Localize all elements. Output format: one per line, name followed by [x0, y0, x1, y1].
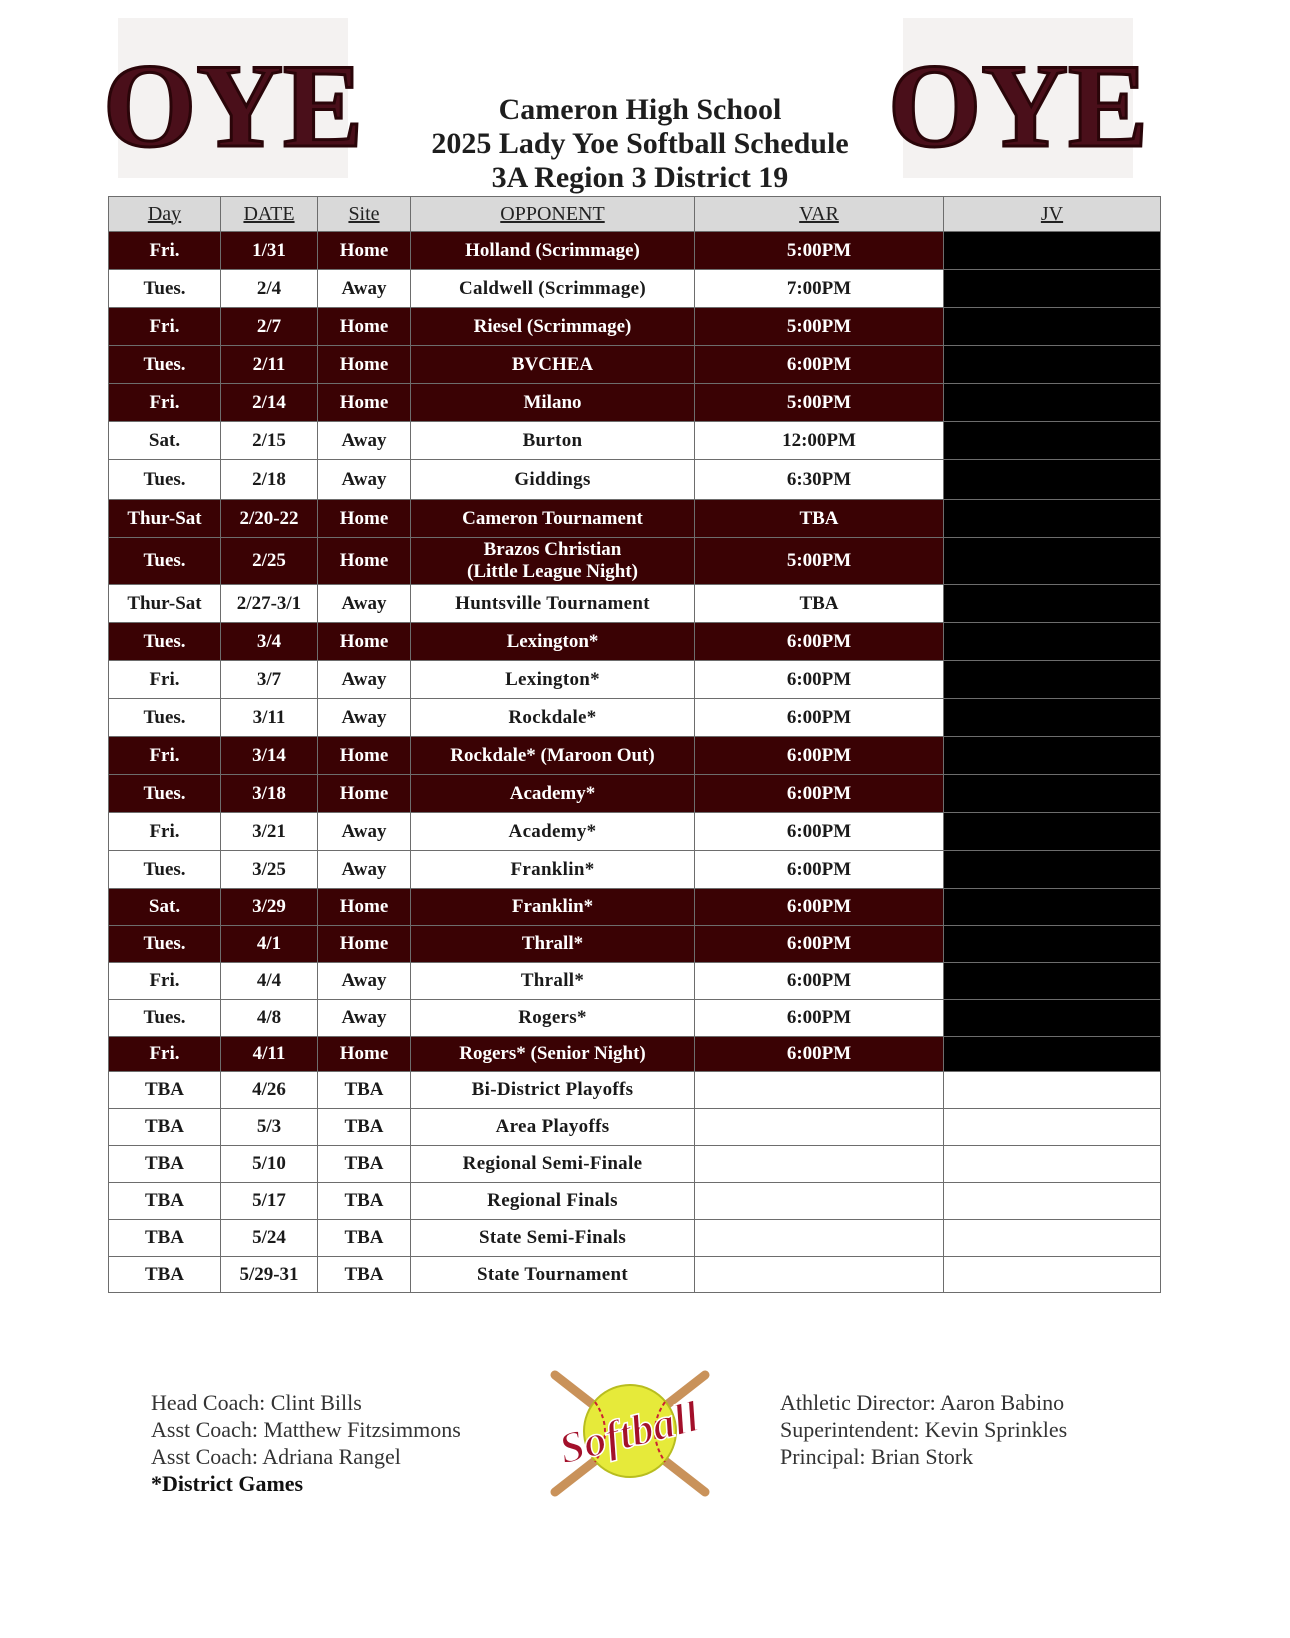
cell-var: TBA: [695, 585, 944, 623]
cell-site: TBA: [318, 1183, 411, 1220]
cell-opponent: Rogers*: [411, 1000, 695, 1037]
cell-jv: [944, 1146, 1161, 1183]
district-games-note: *District Games: [151, 1471, 304, 1496]
cell-opponent: Huntsville Tournament: [411, 585, 695, 623]
cell-opponent: State Semi-Finals: [411, 1220, 695, 1257]
cell-var: TBA: [695, 500, 944, 538]
cell-day: TBA: [109, 1257, 221, 1293]
cell-opponent: Milano: [411, 384, 695, 422]
oye-logo-left-letters: OYE: [102, 39, 364, 172]
oye-logo-right-graphic: [887, 18, 1149, 178]
cell-jv: [944, 851, 1161, 889]
cell-day: Tues.: [109, 775, 221, 813]
cell-opponent: Rockdale*: [411, 699, 695, 737]
table-row: [109, 460, 1161, 500]
cell-site: TBA: [318, 1257, 411, 1293]
table-header-row: [109, 197, 1161, 232]
header-jv: JV: [944, 197, 1161, 232]
cell-opponent: Lexington*: [411, 661, 695, 699]
cell-var: 6:00PM: [695, 661, 944, 699]
cell-date: 1/31: [221, 232, 318, 270]
cell-date: 5/10: [221, 1146, 318, 1183]
cell-day: TBA: [109, 1109, 221, 1146]
cell-jv: [944, 623, 1161, 661]
cell-day: Tues.: [109, 1000, 221, 1037]
cell-jv: [944, 308, 1161, 346]
schedule-body: [109, 232, 1161, 1293]
cell-opponent: Lexington*: [411, 623, 695, 661]
cell-opponent-line2: (Little League Night): [467, 561, 638, 582]
cell-opponent: [411, 538, 695, 585]
cell-jv: [944, 1183, 1161, 1220]
table-row: [109, 384, 1161, 422]
cell-day: Fri.: [109, 308, 221, 346]
cell-date: 4/11: [221, 1037, 318, 1072]
table-row: [109, 1257, 1161, 1293]
cell-var: [695, 1183, 944, 1220]
header-day: Day: [109, 197, 221, 232]
softball-logo: [535, 1367, 725, 1500]
cell-opponent: Thrall*: [411, 926, 695, 963]
cell-opponent: Caldwell (Scrimmage): [411, 270, 695, 308]
cell-opponent: Regional Semi-Finale: [411, 1146, 695, 1183]
cell-site: TBA: [318, 1109, 411, 1146]
cell-day: Fri.: [109, 737, 221, 775]
admin-info: [780, 1389, 1067, 1470]
cell-date: 5/29-31: [221, 1257, 318, 1293]
cell-jv: [944, 1000, 1161, 1037]
table-row: [109, 889, 1161, 926]
cell-site: Home: [318, 308, 411, 346]
cell-site: Home: [318, 775, 411, 813]
table-row: [109, 585, 1161, 623]
cell-var: 6:00PM: [695, 926, 944, 963]
cell-opponent: Burton: [411, 422, 695, 460]
cell-site: Away: [318, 422, 411, 460]
cell-day: Tues.: [109, 851, 221, 889]
header-var: VAR: [695, 197, 944, 232]
cell-var: 6:00PM: [695, 963, 944, 1000]
cell-site: Home: [318, 623, 411, 661]
cell-date: 2/4: [221, 270, 318, 308]
oye-logo-right-letters: OYE: [887, 39, 1149, 172]
cell-opponent: BVCHEA: [411, 346, 695, 384]
cell-var: [695, 1109, 944, 1146]
table-row: [109, 1183, 1161, 1220]
head-coach: Head Coach: Clint Bills: [151, 1390, 362, 1415]
cell-site: Away: [318, 851, 411, 889]
table-row: [109, 737, 1161, 775]
header-date: DATE: [221, 197, 318, 232]
cell-jv: [944, 737, 1161, 775]
cell-date: 4/1: [221, 926, 318, 963]
cell-date: 3/7: [221, 661, 318, 699]
table-row: [109, 500, 1161, 538]
cell-site: Home: [318, 500, 411, 538]
cell-site: TBA: [318, 1072, 411, 1109]
cell-date: 5/17: [221, 1183, 318, 1220]
cell-opponent: Franklin*: [411, 851, 695, 889]
cell-var: 6:00PM: [695, 699, 944, 737]
cell-day: Thur-Sat: [109, 585, 221, 623]
cell-opponent: Bi-District Playoffs: [411, 1072, 695, 1109]
cell-var: 6:00PM: [695, 889, 944, 926]
cell-opponent: Cameron Tournament: [411, 500, 695, 538]
district-name: 3A Region 3 District 19: [491, 161, 789, 194]
table-row: [109, 1220, 1161, 1257]
cell-site: TBA: [318, 1146, 411, 1183]
cell-jv: [944, 1072, 1161, 1109]
cell-day: TBA: [109, 1220, 221, 1257]
cell-opponent: Academy*: [411, 813, 695, 851]
cell-jv: [944, 270, 1161, 308]
cell-site: Home: [318, 737, 411, 775]
cell-site: TBA: [318, 1220, 411, 1257]
cell-site: Away: [318, 270, 411, 308]
school-name: Cameron High School: [498, 93, 782, 126]
cell-var: 6:00PM: [695, 737, 944, 775]
cell-var: 6:00PM: [695, 346, 944, 384]
table-row: [109, 1146, 1161, 1183]
cell-var: [695, 1257, 944, 1293]
cell-opponent: Rockdale* (Maroon Out): [411, 737, 695, 775]
softball-logo-graphic: [535, 1367, 725, 1500]
cell-site: Away: [318, 963, 411, 1000]
cell-var: [695, 1072, 944, 1109]
cell-var: 6:00PM: [695, 775, 944, 813]
cell-jv: [944, 1109, 1161, 1146]
cell-site: Away: [318, 1000, 411, 1037]
cell-site: Away: [318, 460, 411, 500]
cell-jv: [944, 926, 1161, 963]
cell-jv: [944, 1257, 1161, 1293]
cell-day: Tues.: [109, 699, 221, 737]
cell-opponent: Holland (Scrimmage): [411, 232, 695, 270]
cell-jv: [944, 775, 1161, 813]
cell-day: Fri.: [109, 384, 221, 422]
cell-site: Home: [318, 232, 411, 270]
cell-date: 2/14: [221, 384, 318, 422]
cell-date: 3/29: [221, 889, 318, 926]
cell-jv: [944, 500, 1161, 538]
cell-date: 2/18: [221, 460, 318, 500]
cell-jv: [944, 232, 1161, 270]
cell-jv: [944, 963, 1161, 1000]
cell-var: 5:00PM: [695, 384, 944, 422]
cell-site: Away: [318, 813, 411, 851]
cell-date: 2/11: [221, 346, 318, 384]
coaches-info: [151, 1389, 461, 1497]
table-row: [109, 963, 1161, 1000]
cell-date: 2/27-3/1: [221, 585, 318, 623]
cell-date: 3/4: [221, 623, 318, 661]
cell-jv: [944, 1037, 1161, 1072]
cell-opponent: State Tournament: [411, 1257, 695, 1293]
cell-jv: [944, 889, 1161, 926]
cell-site: Away: [318, 661, 411, 699]
asst-coach-2: Asst Coach: Adriana Rangel: [151, 1444, 401, 1469]
cell-var: 5:00PM: [695, 538, 944, 585]
table-row: [109, 308, 1161, 346]
cell-date: 2/20-22: [221, 500, 318, 538]
athletic-director: Athletic Director: Aaron Babino: [780, 1390, 1065, 1415]
cell-date: 5/24: [221, 1220, 318, 1257]
table-row: [109, 422, 1161, 460]
schedule-name: 2025 Lady Yoe Softball Schedule: [431, 127, 849, 160]
cell-opponent: Academy*: [411, 775, 695, 813]
cell-site: Home: [318, 926, 411, 963]
cell-opponent: Riesel (Scrimmage): [411, 308, 695, 346]
cell-var: [695, 1146, 944, 1183]
cell-day: Fri.: [109, 963, 221, 1000]
cell-date: 3/21: [221, 813, 318, 851]
cell-var: 6:00PM: [695, 623, 944, 661]
cell-jv: [944, 538, 1161, 585]
cell-site: Home: [318, 384, 411, 422]
cell-site: Away: [318, 699, 411, 737]
cell-opponent: Thrall*: [411, 963, 695, 1000]
cell-date: 3/18: [221, 775, 318, 813]
cell-opponent: Regional Finals: [411, 1183, 695, 1220]
cell-var: 6:00PM: [695, 813, 944, 851]
cell-var: 6:00PM: [695, 851, 944, 889]
table-row: [109, 926, 1161, 963]
table-row: [109, 661, 1161, 699]
cell-jv: [944, 422, 1161, 460]
cell-day: Sat.: [109, 889, 221, 926]
schedule-title: [345, 93, 935, 195]
cell-site: Home: [318, 889, 411, 926]
cell-date: 4/8: [221, 1000, 318, 1037]
cell-day: Tues.: [109, 460, 221, 500]
superintendent: Superintendent: Kevin Sprinkles: [780, 1417, 1068, 1442]
cell-opponent-line1: Brazos Christian: [483, 539, 622, 560]
cell-day: Fri.: [109, 813, 221, 851]
cell-date: 2/15: [221, 422, 318, 460]
cell-day: Fri.: [109, 1037, 221, 1072]
table-row: [109, 623, 1161, 661]
cell-day: Tues.: [109, 538, 221, 585]
cell-jv: [944, 813, 1161, 851]
oye-logo-right: [887, 18, 1149, 178]
cell-opponent: Area Playoffs: [411, 1109, 695, 1146]
cell-jv: [944, 585, 1161, 623]
cell-day: TBA: [109, 1183, 221, 1220]
table-row: [109, 775, 1161, 813]
cell-site: Away: [318, 585, 411, 623]
cell-opponent: Giddings: [411, 460, 695, 500]
table-row: [109, 346, 1161, 384]
header-opponent: OPPONENT: [411, 197, 695, 232]
cell-var: [695, 1220, 944, 1257]
oye-logo-left-graphic: [102, 18, 364, 178]
cell-jv: [944, 460, 1161, 500]
table-row: [109, 1037, 1161, 1072]
cell-var: 12:00PM: [695, 422, 944, 460]
cell-date: 3/14: [221, 737, 318, 775]
header-site: Site: [318, 197, 411, 232]
schedule-table: [108, 196, 1161, 1293]
cell-var: 6:00PM: [695, 1037, 944, 1072]
cell-jv: [944, 661, 1161, 699]
cell-date: 4/26: [221, 1072, 318, 1109]
cell-day: Fri.: [109, 661, 221, 699]
cell-jv: [944, 384, 1161, 422]
cell-day: Tues.: [109, 270, 221, 308]
cell-date: 4/4: [221, 963, 318, 1000]
cell-day: Fri.: [109, 232, 221, 270]
cell-date: 2/25: [221, 538, 318, 585]
cell-day: Tues.: [109, 926, 221, 963]
cell-date: 3/11: [221, 699, 318, 737]
cell-site: Home: [318, 538, 411, 585]
cell-day: Tues.: [109, 346, 221, 384]
cell-jv: [944, 699, 1161, 737]
table-row: [109, 1109, 1161, 1146]
cell-day: Thur-Sat: [109, 500, 221, 538]
cell-jv: [944, 346, 1161, 384]
table-row: [109, 851, 1161, 889]
table-row: [109, 1072, 1161, 1109]
table-row: [109, 813, 1161, 851]
cell-date: 3/25: [221, 851, 318, 889]
cell-var: 7:00PM: [695, 270, 944, 308]
cell-var: 5:00PM: [695, 308, 944, 346]
table-row: [109, 1000, 1161, 1037]
cell-day: TBA: [109, 1146, 221, 1183]
asst-coach-1: Asst Coach: Matthew Fitzsimmons: [151, 1417, 461, 1442]
cell-day: Tues.: [109, 623, 221, 661]
cell-opponent: Rogers* (Senior Night): [411, 1037, 695, 1072]
cell-day: Sat.: [109, 422, 221, 460]
cell-day: TBA: [109, 1072, 221, 1109]
cell-jv: [944, 1220, 1161, 1257]
cell-date: 2/7: [221, 308, 318, 346]
cell-var: 6:00PM: [695, 1000, 944, 1037]
table-row: [109, 699, 1161, 737]
table-row: [109, 232, 1161, 270]
cell-date: 5/3: [221, 1109, 318, 1146]
cell-var: 6:30PM: [695, 460, 944, 500]
cell-site: Home: [318, 346, 411, 384]
softball-logo-text: Softball: [554, 1391, 704, 1474]
cell-var: 5:00PM: [695, 232, 944, 270]
principal: Principal: Brian Stork: [780, 1444, 974, 1469]
cell-site: Home: [318, 1037, 411, 1072]
oye-logo-left: [102, 18, 364, 178]
table-row: [109, 270, 1161, 308]
cell-opponent: Franklin*: [411, 889, 695, 926]
table-row: [109, 538, 1161, 585]
